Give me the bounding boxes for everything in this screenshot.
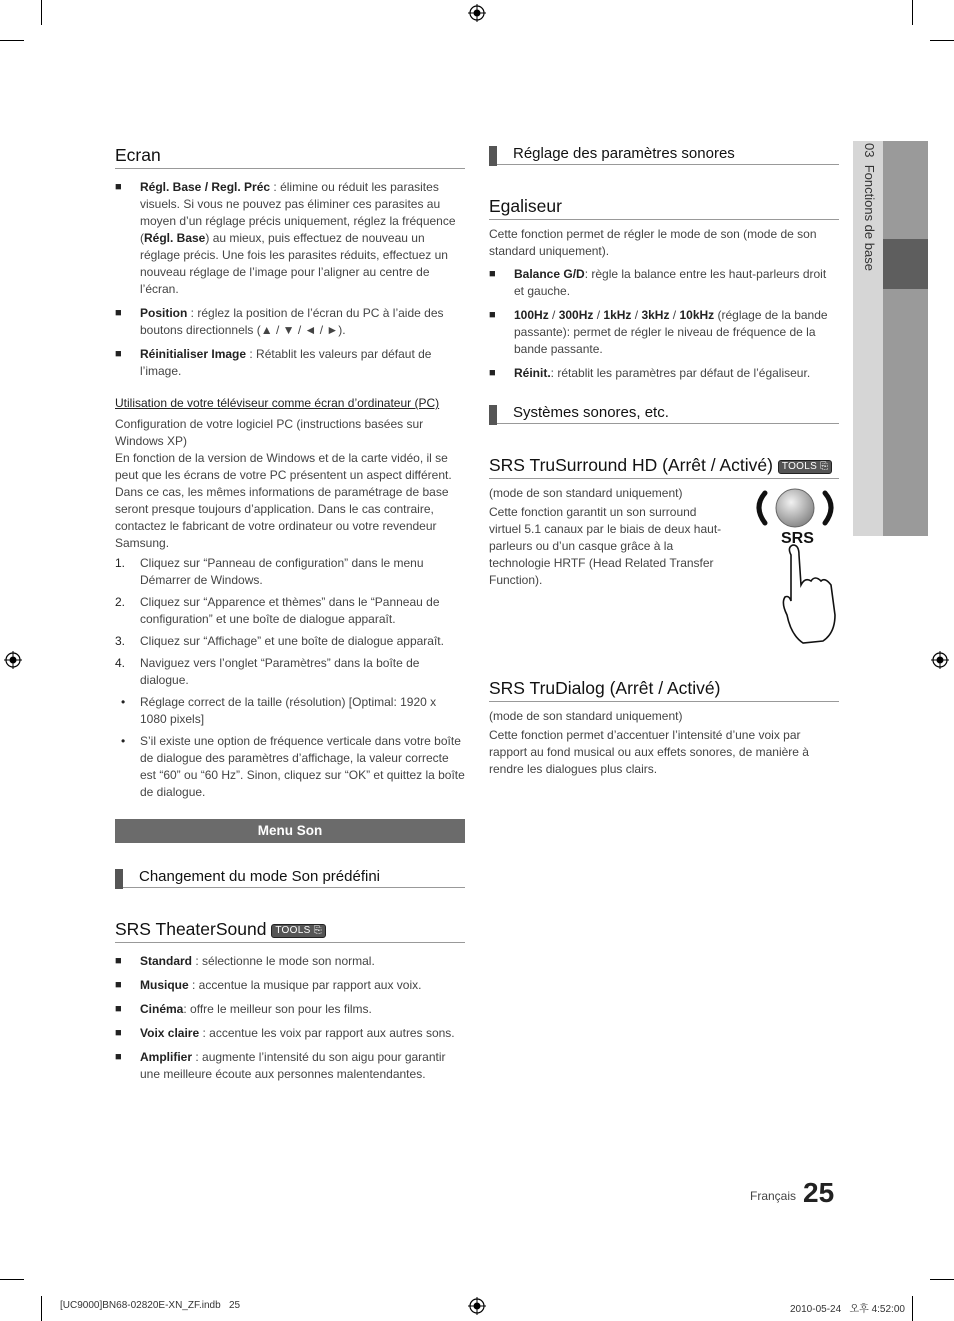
section-heading-egaliseur: Egaliseur bbox=[489, 195, 839, 220]
subsection-heading: Réglage des paramètres sonores bbox=[489, 144, 839, 165]
srs-logo: SRS bbox=[781, 530, 814, 547]
item-text: : rétablit les paramètres par défaut de l’égaliseur. bbox=[550, 366, 811, 380]
step-item bbox=[115, 594, 465, 628]
step-text: Cliquez sur “Apparence et thèmes” dans le “Panneau de configuration” et une boîte de dialogue apparaît. bbox=[140, 595, 440, 626]
step-item bbox=[115, 655, 465, 689]
step-number: 1. bbox=[115, 556, 126, 570]
crop-mark bbox=[0, 40, 24, 41]
theater-list bbox=[115, 953, 465, 1083]
item-text: : sélectionne le mode son normal. bbox=[192, 954, 375, 968]
pc-subheading: Utilisation de votre téléviseur comme écran d’ordinateur (PC) bbox=[115, 396, 440, 410]
trusurround-note: (mode de son standard uniquement) bbox=[489, 486, 683, 500]
chapter-number: 03 bbox=[862, 143, 877, 158]
item-text: : offre le meilleur son pour les films. bbox=[183, 1002, 372, 1016]
crop-mark bbox=[0, 1279, 24, 1280]
dot-text: Réglage correct de la taille (résolution) [Optimal: 1920 x 1080 pixels] bbox=[140, 695, 437, 726]
registration-mark-icon bbox=[468, 4, 486, 22]
item-term: 300Hz bbox=[558, 308, 594, 322]
list-item bbox=[115, 346, 465, 380]
item-term: Amplifier bbox=[140, 1050, 193, 1064]
tools-icon: ⎘ bbox=[313, 925, 322, 936]
item-text: : accentue la musique par rapport aux voix. bbox=[188, 978, 422, 992]
item-term: 3kHz bbox=[641, 308, 670, 322]
dot-item bbox=[115, 694, 465, 728]
item-text: : accentue les voix par rapport aux autres sons. bbox=[199, 1026, 455, 1040]
step-text: Cliquez sur “Panneau de configuration” dans le menu Démarrer de Windows. bbox=[140, 556, 424, 587]
section-heading-text: SRS TheaterSound bbox=[115, 919, 267, 939]
item-term: Position bbox=[140, 306, 188, 320]
item-text: : augmente l’intensité du son aigu pour garantir une meilleure écoute aux personnes malentendantes. bbox=[140, 1050, 446, 1081]
tools-label: TOOLS bbox=[781, 461, 818, 472]
step-item bbox=[115, 555, 465, 589]
subsection-heading: Changement du mode Son prédéfini bbox=[115, 867, 465, 888]
crop-mark bbox=[41, 0, 42, 25]
list-item bbox=[489, 365, 839, 382]
item-term: Balance G/D bbox=[514, 267, 585, 281]
registration-mark-icon bbox=[468, 1297, 486, 1315]
item-text: / bbox=[631, 308, 642, 322]
list-item bbox=[115, 179, 465, 298]
item-text: / bbox=[669, 308, 680, 322]
chapter-tab-label bbox=[857, 143, 881, 443]
bullet-dot-icon: • bbox=[121, 695, 126, 709]
list-item bbox=[115, 1001, 465, 1018]
section-heading-trudialog: SRS TruDialog (Arrêt / Activé) bbox=[489, 677, 839, 702]
item-text: (réglage de la bande passante): permet de régler le niveau de fréquence de la bande passante. bbox=[514, 308, 828, 356]
bullet-square-icon: ■ bbox=[115, 955, 122, 967]
bullet-square-icon: ■ bbox=[115, 979, 122, 991]
item-term: Standard bbox=[140, 954, 193, 968]
trudialog-note: (mode de son standard uniquement) bbox=[489, 709, 683, 723]
item-term: Musique bbox=[140, 978, 189, 992]
item-text: : réglez la position de l’écran du PC à l’aide des boutons directionnels (▲ / ▼ / ◄ / ►). bbox=[140, 306, 444, 337]
crop-mark bbox=[912, 0, 913, 25]
list-item bbox=[115, 305, 465, 339]
step-number: 2. bbox=[115, 595, 126, 609]
tools-icon: ⎘ bbox=[820, 461, 829, 472]
bullet-square-icon: ■ bbox=[115, 1003, 122, 1015]
registration-mark-icon bbox=[931, 651, 949, 669]
list-item bbox=[115, 977, 465, 994]
item-term: Régl. Base bbox=[144, 231, 206, 245]
bullet-dot-icon: • bbox=[121, 734, 126, 748]
list-item bbox=[489, 266, 839, 300]
eq-intro: Cette fonction permet de régler le mode de son (mode de son standard uniquement). bbox=[489, 227, 817, 258]
item-term: Réinit. bbox=[514, 366, 551, 380]
item-term: Régl. Base / Regl. Préc bbox=[140, 180, 271, 194]
crop-mark bbox=[912, 1296, 913, 1321]
menu-son-bar: Menu Son bbox=[115, 819, 465, 843]
ecran-list bbox=[115, 179, 465, 380]
step-number: 4. bbox=[115, 656, 126, 670]
bullet-square-icon: ■ bbox=[115, 1051, 122, 1063]
item-term: 1kHz bbox=[603, 308, 632, 322]
chapter-title: Fonctions de base bbox=[862, 164, 877, 271]
item-term: 100Hz bbox=[514, 308, 549, 322]
page-number: 25 bbox=[803, 1177, 835, 1208]
trusurround-block bbox=[489, 485, 839, 645]
footer-language: Français bbox=[750, 1189, 797, 1203]
pc-paragraph: En fonction de la version de Windows et de la carte vidéo, il se peut que les écrans de votre PC présentent un aspect différent. Dans ce cas, les mêmes informations de paramétrage de base seront presque toujours d’application. Dans le cas contraire, contactez le fabricant de votre ordinateur ou votre revendeur Samsung. bbox=[115, 451, 452, 550]
tools-label: TOOLS bbox=[275, 925, 311, 936]
bullet-square-icon: ■ bbox=[115, 348, 122, 360]
item-text: : règle la balance entre les haut-parleurs droit et gauche. bbox=[514, 267, 827, 298]
tools-badge bbox=[778, 460, 833, 474]
chapter-tab-marker bbox=[883, 239, 928, 289]
step-item bbox=[115, 633, 465, 650]
tools-badge bbox=[271, 924, 326, 938]
footer-file-info: [UC9000]BN68-02820E-XN_ZF.indb 25 bbox=[60, 1300, 241, 1311]
list-item bbox=[115, 1025, 465, 1042]
section-heading-text: SRS TruSurround HD (Arrêt / Activé) bbox=[489, 455, 773, 475]
bullet-square-icon: ■ bbox=[115, 1027, 122, 1039]
bullet-square-icon: ■ bbox=[489, 268, 496, 280]
item-term: 10kHz bbox=[679, 308, 715, 322]
item-term: Réinitialiser Image bbox=[140, 347, 247, 361]
chapter-tab-band bbox=[883, 141, 928, 536]
list-item bbox=[115, 953, 465, 970]
list-item bbox=[489, 307, 839, 358]
trudialog-text: Cette fonction permet d’accentuer l’intensité d’une voix par rapport au fond musical ou aux effets sonores, de manière à rendre les dialogues plus clairs. bbox=[489, 728, 809, 776]
section-heading-ecran: Ecran bbox=[115, 144, 465, 169]
dot-text: S’il existe une option de fréquence verticale dans votre boîte de dialogue des paramètres d’affichage, la valeur correcte est “60” ou “60 Hz”. Sinon, cliquez sur “OK” et quittez la boîte de dialogue. bbox=[140, 734, 465, 799]
item-term: Voix claire bbox=[140, 1026, 200, 1040]
steps-list bbox=[115, 555, 465, 689]
bullet-square-icon: ■ bbox=[489, 367, 496, 379]
pc-paragraph: Configuration de votre logiciel PC (instructions basées sur Windows XP) bbox=[115, 417, 424, 448]
eq-list bbox=[489, 266, 839, 382]
crop-mark bbox=[930, 1279, 954, 1280]
bullet-square-icon: ■ bbox=[489, 309, 496, 321]
trusurround-text: Cette fonction garantit un son surround virtuel 5.1 canaux par le biais de deux haut-parleurs ou d’un casque grâce à la technologie HRTF (Head Related Transfer Function). bbox=[489, 505, 722, 587]
bullet-square-icon: ■ bbox=[115, 181, 122, 193]
left-column bbox=[115, 144, 465, 1090]
crop-mark bbox=[41, 1296, 42, 1321]
registration-mark-icon bbox=[4, 651, 22, 669]
step-number: 3. bbox=[115, 634, 126, 648]
item-text: / bbox=[548, 308, 559, 322]
list-item bbox=[115, 1049, 465, 1083]
item-text: / bbox=[593, 308, 604, 322]
item-text: : Rétablit les valeurs par défaut de l’image. bbox=[140, 347, 432, 378]
item-term: Cinéma bbox=[140, 1002, 184, 1016]
srs-remote-button-icon bbox=[751, 485, 839, 645]
step-text: Cliquez sur “Affichage” et une boîte de dialogue apparaît. bbox=[140, 634, 444, 648]
bullet-square-icon: ■ bbox=[115, 307, 122, 319]
section-heading-theatersound bbox=[115, 918, 465, 943]
item-text: ) au mieux, puis effectuez de nouveau un réglage précis. Une fois les parasites réduits, effectuez un nouveau réglage de l’image pour l’aligner au centre de l’écran. bbox=[140, 231, 448, 296]
crop-mark bbox=[930, 40, 954, 41]
item-text: : élimine ou réduit les parasites visuels. Si vous ne pouvez pas éliminer ces parasites au moyen d’un réglage précis uniquement, réglez la fréquence ( bbox=[140, 180, 456, 245]
right-column bbox=[489, 144, 839, 778]
section-heading-trusurround bbox=[489, 454, 839, 479]
dot-item bbox=[115, 733, 465, 801]
subsection-heading: Systèmes sonores, etc. bbox=[489, 403, 839, 424]
footer-date-info: 2010-05-24 오후 4:52:00 bbox=[790, 1304, 905, 1315]
dots-list bbox=[115, 694, 465, 801]
step-text: Naviguez vers l’onglet “Paramètres” dans la boîte de dialogue. bbox=[140, 656, 420, 687]
